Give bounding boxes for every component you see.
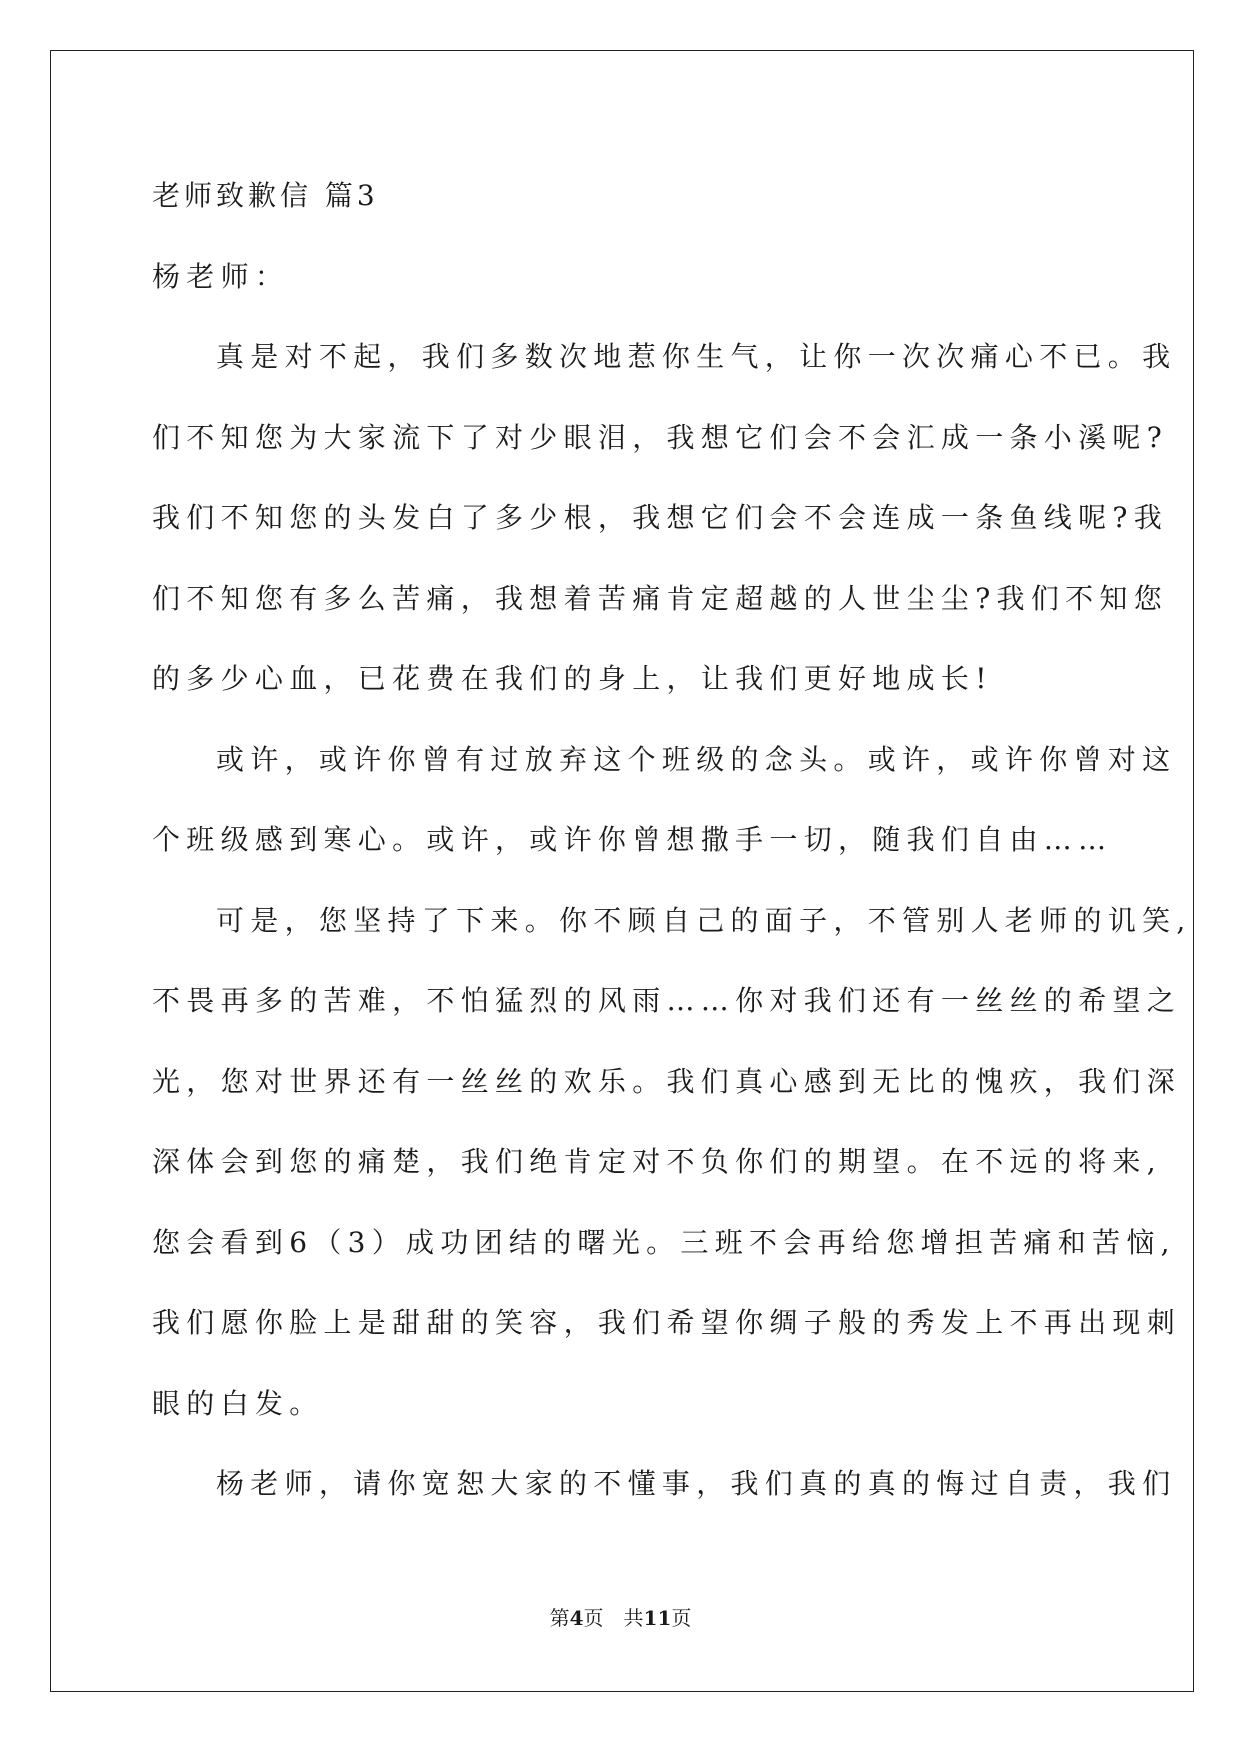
text-line: 们不知您有多么苦痛，我想着苦痛肯定超越的人世尘尘?我们不知您	[152, 581, 1169, 615]
footer-page-number: 4	[569, 1606, 584, 1630]
text-line: 们不知您为大家流下了对少眼泪，我想它们会不会汇成一条小溪呢?	[152, 420, 1169, 454]
footer-middle: 页 共	[583, 1606, 644, 1630]
text-line: 可是，您坚持了下来。你不顾自己的面子，不管别人老师的讥笑,	[216, 903, 1192, 937]
document-title: 老师致歉信 篇3	[152, 179, 379, 212]
text-line: 深体会到您的痛楚，我们绝肯定对不负你们的期望。在不远的将来,	[152, 1145, 1162, 1178]
text-line: 眼的白发。	[152, 1386, 324, 1420]
footer-total-pages: 11	[643, 1606, 672, 1630]
document-body	[152, 168, 1192, 1537]
text-line: 的多少心血，已花费在我们的身上，让我们更好地成长!	[152, 662, 993, 695]
text-line: 我们不知您的头发白了多少根，我想它们会不会连成一条鱼线呢?我	[152, 501, 1169, 534]
page-footer	[0, 1602, 1241, 1631]
text-line: 杨老师，请你宽恕大家的不懂事，我们真的真的悔过自责，我们	[216, 1467, 1177, 1500]
text-line: 您会看到6（3）成功团结的曙光。三班不会再给您增担苦痛和苦恼,	[152, 1225, 1176, 1259]
salutation: 杨老师：	[152, 259, 290, 293]
text-line: 或许，或许你曾有过放弃这个班级的念头。或许，或许你曾对这	[216, 742, 1177, 776]
footer-suffix: 页	[671, 1606, 692, 1630]
text-line: 个班级感到寒心。或许，或许你曾想撒手一切，随我们自由……	[152, 823, 1113, 856]
text-line: 光，您对世界还有一丝丝的欢乐。我们真心感到无比的愧疚，我们深	[152, 1064, 1182, 1098]
footer-prefix: 第	[549, 1606, 570, 1630]
text-line: 真是对不起，我们多数次地惹你生气，让你一次次痛心不已。我	[216, 340, 1177, 373]
text-line: 不畏再多的苦难，不怕猛烈的风雨……你对我们还有一丝丝的希望之	[152, 984, 1182, 1017]
text-line: 我们愿你脸上是甜甜的笑容，我们希望你绸子般的秀发上不再出现刺	[152, 1306, 1182, 1339]
